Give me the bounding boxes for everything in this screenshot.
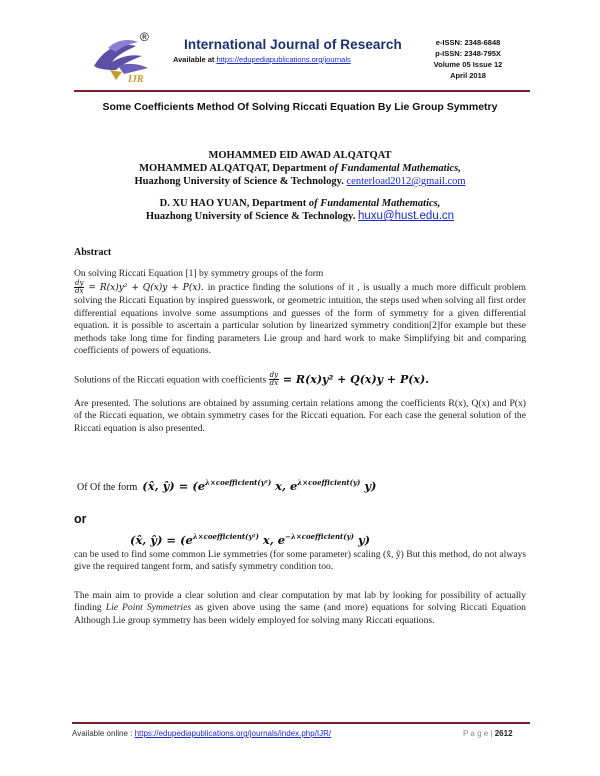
abstract-paragraph-5: The main aim to provide a clear solution and clear computation by mat lab by looking for possibility of actually finding Lie Point Symmetries as given above using the same (and more) equations for solving Riccati Equation Although Lie group symmetry has been widely employed for solving many Riccati equations. — [74, 590, 526, 626]
available-at: Available at https://edupediapublications.org/journals — [173, 55, 351, 64]
author1-university: Huazhong University of Science & Technology. centerload2012@gmail.com — [134, 176, 466, 187]
riccati-equation-inline: $\frac{dy}{dx}$ = R(x)y² + Q(x)y + P(x). — [75, 279, 204, 296]
author2-email[interactable]: huxu@hust.edu.cn — [357, 210, 455, 222]
svg-text:IJR: IJR — [128, 74, 144, 85]
eissn: e-ISSN: 2348-6848 — [435, 38, 501, 47]
symmetry-form-2: (x̂, ŷ) = ($e^{\lambda\times coefficient(y^2)}$ x, $e^{-\lambda\times coefficient(y)}$ y) — [130, 532, 371, 547]
abstract-paragraph-1: On solving Riccati Equation [1] by symmetry groups of the form $\frac{dy}{dx}$ = R(x)y² + Q(x)y + P(x). in practice finding the solutions of it , is usually a much more difficult problem solving the Riccati Equation by inspired guesswork, or geometric intuition, the steps used when solving all first order differential equations involve some assumptions and guesses of the form of symmetry for a given differential equation. it is possible to ascertain a particular solution by linearized symmetry condition[2]for example but these methods take long time for finding parameters Lie group and hard work to make Simplifying bit and comparing coefficients of powers of equations. — [74, 268, 526, 357]
abstract-paragraph-4: can be used to find some common Lie symmetries (for some parameter) scaling (x̂, ŷ) But this method, do not always give the required tangent form, and satisfy symmetry condition too. — [74, 549, 526, 573]
author1-email[interactable]: centerload2012@gmail.com — [346, 176, 466, 187]
footer-rule — [72, 722, 530, 724]
page-number: P a g e | 2612 — [463, 729, 513, 738]
paper-title: Some Coefficients Method Of Solving Riccati Equation By Lie Group Symmetry — [102, 101, 498, 113]
volume-issue: Volume 05 Issue 12 — [433, 60, 503, 69]
registered-mark: ® — [140, 30, 149, 44]
author2-block — [80, 197, 520, 223]
footer-link[interactable]: https://edupediapublications.org/journals/index.php/IJR/ — [134, 729, 332, 738]
or-label: or — [74, 512, 87, 526]
issn-block — [424, 37, 512, 81]
header-rule — [74, 90, 530, 92]
journal-title: International Journal of Research — [184, 37, 402, 52]
abstract-paragraph-2: Solutions of the Riccati equation with coefficients $\frac{dy}{dx}$ = R(x)y² + Q(x)y + P(x). — [74, 371, 430, 387]
symmetry-form-1: Of Of the form (x̂, ŷ) = ($e^{\lambda\times coefficient(y^2)}$ x, $e^{\lambda\times coefficient(y)}$ y) — [77, 478, 377, 493]
author1-block — [80, 149, 520, 188]
author1-name: MOHAMMED EID AWAD ALQATQAT — [208, 150, 392, 161]
author2-university: Huazhong University of Science & Technology. huxu@hust.edu.cn — [145, 210, 455, 222]
journal-logo — [88, 36, 160, 86]
journal-link[interactable]: https://edupediapublications.org/journals — [216, 55, 351, 64]
issue-date: April 2018 — [450, 71, 486, 80]
abstract-heading: Abstract — [74, 247, 112, 258]
abstract-paragraph-3: Are presented. The solutions are obtained by assuming certain relations among the coefficients R(x), Q(x) and P(x) of the Riccati equation, we obtain symmetry cases for the Riccati equation. For each case the general solution of the Riccati equation is also presented. — [74, 398, 526, 434]
riccati-equation: $\frac{dy}{dx}$ = R(x)y² + Q(x)y + P(x). — [269, 371, 430, 387]
author2-affiliation: D. XU HAO YUAN, Department of Fundamental Mathematics, — [159, 198, 441, 209]
pissn: p-ISSN: 2348-795X — [435, 49, 501, 58]
footer-available-online: Available online : https://edupediapublications.org/journals/index.php/IJR/ — [72, 729, 332, 738]
author1-affiliation: MOHAMMED ALQATQAT, Department of Fundamental Mathematics, — [139, 163, 461, 174]
